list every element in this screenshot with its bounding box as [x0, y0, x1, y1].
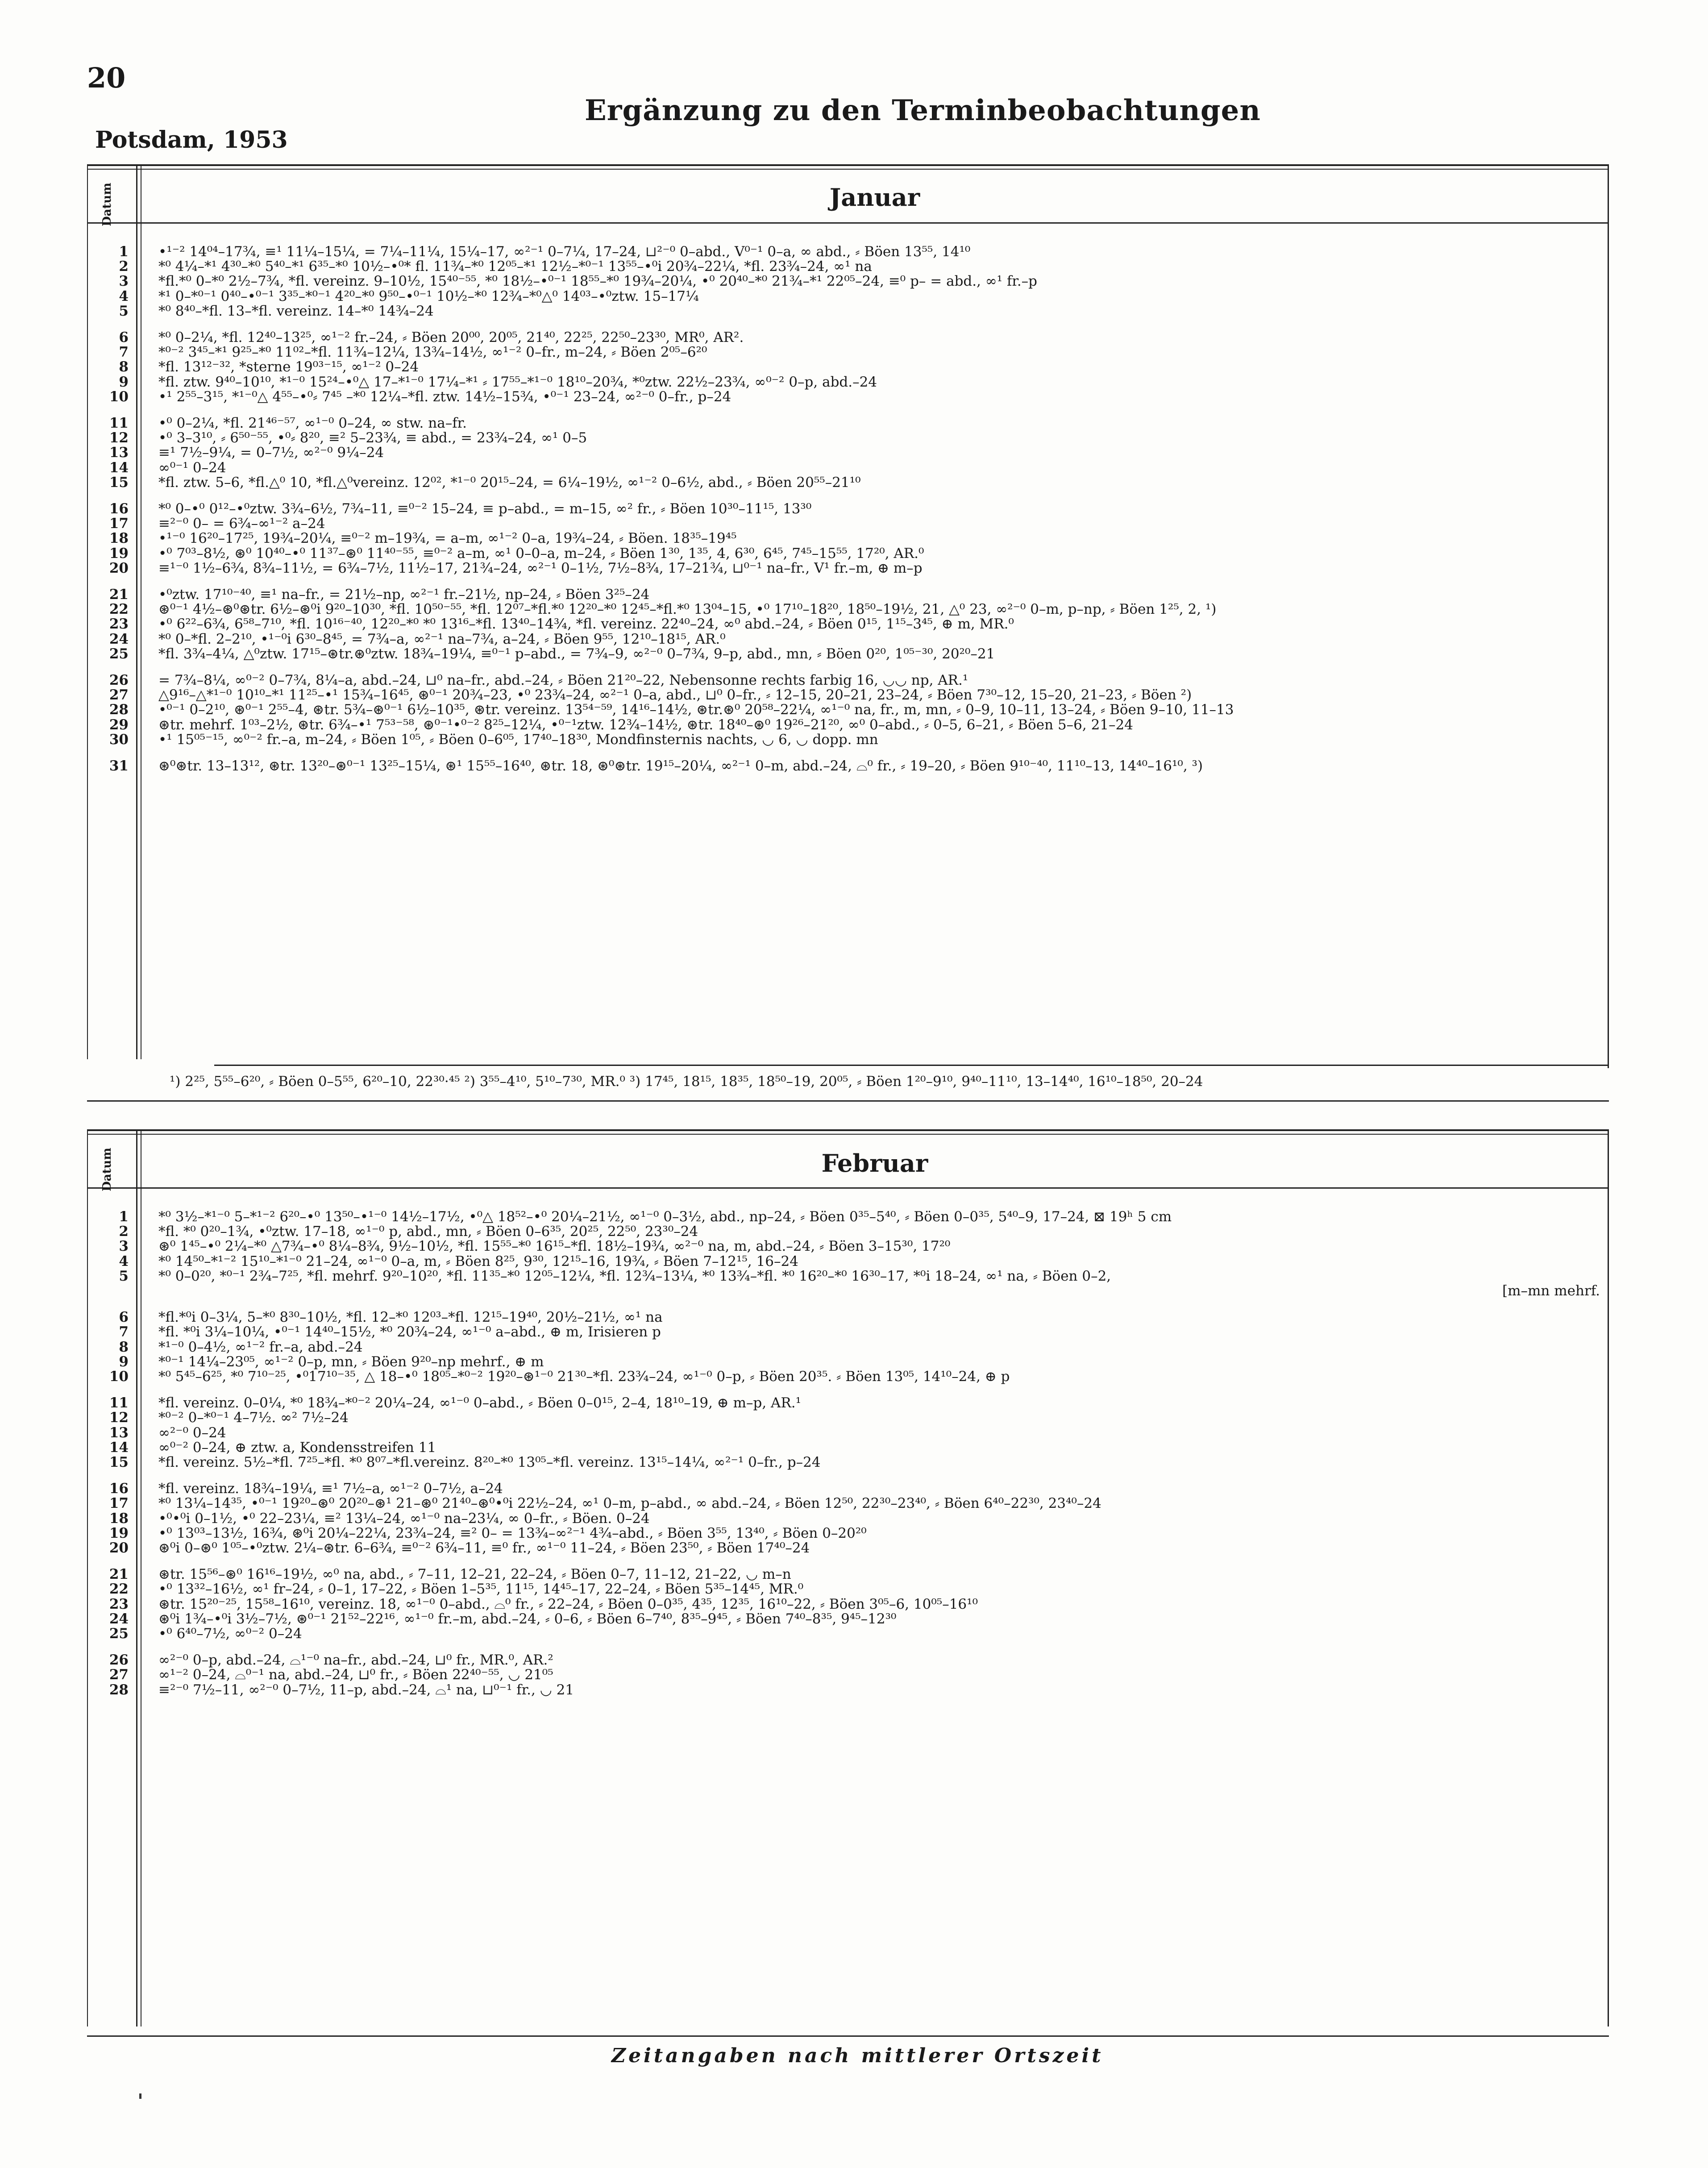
row-observations: ∞¹⁻² 0–24, ⌓⁰⁻¹ na, abd.–24, ⊔⁰ fr., ⸗ Böen 22⁴⁰⁻⁵⁵, ◡ 21⁰⁵ [158, 1668, 553, 1683]
row-observations: •⁰ 13⁰³–13½, 16¾, ⊛⁰i 20¼–22¼, 23¾–24, ≡² 0– = 13¾–∞²⁻¹ 4¾–abd., ⸗ Böen 3⁵⁵, 13⁴⁰, ⸗ Böen 0–20²⁰ [158, 1526, 867, 1541]
row-day: 17 [109, 1495, 129, 1512]
row-day: 25 [109, 1626, 129, 1642]
row-observations: ⊛⁰i 0–⊛⁰ 1⁰⁵–•⁰ztw. 2¼–⊛tr. 6–6¾, ≡⁰⁻² 6¾–11, ≡⁰ fr., ∞¹⁻⁰ 11–24, ⸗ Böen 23⁵⁰, ⸗ Böen 17⁴⁰–24 [158, 1541, 810, 1556]
table-row [87, 416, 1609, 431]
time-note: Zeitangaben nach mittlerer Ortszeit [611, 2044, 1104, 2067]
row-observations: ⊛tr. mehrf. 1⁰³–2½, ⊛tr. 6¾–•¹ 7⁵³⁻⁵⁸, ⊛⁰⁻¹•⁰⁻² 8²⁵–12¼, •⁰⁻¹ztw. 12¾–14½, ⊛tr. 18⁴⁰–⊛⁰ 19²⁶–21²⁰, ∞⁰ 0–abd., ⸗ 0–5, 6–21, ⸗ Böen 5–6, 21–24 [158, 717, 1134, 732]
table-row [87, 345, 1609, 360]
row-day: 11 [109, 1395, 129, 1411]
row-day: 27 [109, 687, 129, 703]
table-row [87, 1254, 1609, 1269]
row-day: 28 [109, 1681, 129, 1698]
row-day: 28 [109, 702, 129, 718]
row-observations: ⊛tr. 15⁵⁶–⊛⁰ 16¹⁶–19½, ∞⁰ na, abd., ⸗ 7–11, 12–21, 22–24, ⸗ Böen 0–7, 11–12, 21–22, ◡ m–n [158, 1567, 791, 1582]
table-row [87, 330, 1609, 345]
table-row [87, 1340, 1609, 1355]
row-observations: *⁰ 5⁴⁵–6²⁵, *⁰ 7¹⁰⁻²⁵, •⁰17¹⁰⁻³⁵, △ 18–•⁰ 18⁰⁵–*⁰⁻² 19²⁰–⊛¹⁻⁰ 21³⁰–*fl. 23¾–24, ∞¹⁻⁰ 0–p, ⸗ Böen 20³⁵. ⸗ Böen 13⁰⁵, 14¹⁰–24, ⊕ p [158, 1369, 1010, 1384]
row-observations: ⊛⁰⁻¹ 4½–⊛⁰⊛tr. 6½–⊛⁰i 9²⁰–10³⁰, *fl. 10⁵⁰⁻⁵⁵, *fl. 12⁰⁷–*fl.*⁰ 12²⁰–*⁰ 12⁴⁵–*fl.*⁰ 13⁰⁴–15, •⁰ 17¹⁰–18²⁰, 18⁵⁰–19½, 21, △⁰ 23, ∞²⁻⁰ 0–m, p–np, ⸗ Böen 1²⁵, 2, ¹) [158, 602, 1217, 617]
row-day: 16 [109, 1481, 129, 1497]
row-observations: *fl. *⁰ 0²⁰–1¾, •⁰ztw. 17–18, ∞¹⁻⁰ p, abd., mn, ⸗ Böen 0–6³⁵, 20²⁵, 22⁵⁰, 23³⁰–24 [158, 1224, 698, 1240]
table-row [87, 703, 1609, 717]
row-observations: *fl. vereinz. 5½–*fl. 7²⁵–*fl. *⁰ 8⁰⁷–*fl.vereinz. 8²⁰–*⁰ 13⁰⁵–*fl. vereinz. 13¹⁵–14¼, ∞²⁻¹ 0–fr., p–24 [158, 1455, 821, 1470]
row-day: 16 [109, 501, 129, 517]
row-day: 7 [119, 1324, 129, 1340]
row-observations: ≡²⁻⁰ 0– = 6¾–∞¹⁻² a–24 [158, 516, 325, 532]
row-observations: = 7¾–8¼, ∞⁰⁻² 0–7¾, 8¼–a, abd.–24, ⊔⁰ na–fr., abd.–24, ⸗ Böen 21²⁰–22, Nebensonne rechts farbig 16, ◡◡ np, AR.¹ [158, 673, 968, 688]
page-title: Ergänzung zu den Terminbeobachtungen [585, 94, 1261, 127]
row-day: 8 [119, 359, 129, 375]
table-row [87, 516, 1609, 531]
row-observations: *¹⁻⁰ 0–4½, ∞¹⁻² fr.–a, abd.–24 [158, 1340, 363, 1355]
february-table [87, 1129, 1609, 2027]
table-row [87, 531, 1609, 546]
row-observations: ≡¹⁻⁰ 1½–6¾, 8¾–11½, = 6¾–7½, 11½–17, 21¾–24, ∞²⁻¹ 0–1½, 7½–8¾, 17–21¾, ⊔⁰⁻¹ na–fr., V¹ fr.–m, ⊕ m–p [158, 561, 923, 576]
row-day: 12 [109, 1410, 129, 1426]
table-row [87, 461, 1609, 475]
row-observations: •⁰ztw. 17¹⁰⁻⁴⁰, ≡¹ na–fr., = 21½–np, ∞²⁻¹ fr.–21½, np–24, ⸗ Böen 3²⁵–24 [158, 587, 650, 602]
table-row [87, 1239, 1609, 1254]
row-observations: •⁰•⁰i 0–1½, •⁰ 22–23¼, ≡² 13¼–24, ∞¹⁻⁰ na–23¼, ∞ 0–fr., ⸗ Böen. 0–24 [158, 1511, 650, 1526]
row-observations: •¹⁻⁰ 16²⁰–17²⁵, 19¾–20¼, ≡⁰⁻² m–19¾, = a–m, ∞¹⁻² 0–a, 19¾–24, ⸗ Böen. 18³⁵–19⁴⁵ [158, 531, 737, 546]
row-day: 26 [109, 672, 129, 688]
row-day: 19 [109, 545, 129, 562]
row-day: 3 [119, 1238, 129, 1255]
table-row [87, 1526, 1609, 1541]
table-row [87, 1411, 1609, 1425]
table-row [87, 375, 1609, 390]
row-day: 14 [109, 1439, 129, 1456]
january-footnotes: ¹) 2²⁵, 5⁵⁵–6²⁰, ⸗ Böen 0–5⁵⁵, 6²⁰–10, 22³⁰·⁴⁵ ²) 3⁵⁵–4¹⁰, 5¹⁰–7³⁰, MR.⁰ ³) 17⁴⁵, 18¹⁵, 18³⁵, 18⁵⁰–19, 20⁰⁵, ⸗ Böen 1²⁰–9¹⁰, 9⁴⁰–11¹⁰, 13–14⁴⁰, 16¹⁰–18⁵⁰, 20–24 [170, 1074, 1203, 1090]
table-row [87, 1653, 1609, 1668]
row-day: 24 [109, 631, 129, 647]
row-day: 4 [119, 288, 129, 304]
row-observations: *fl. ztw. 9⁴⁰–10¹⁰, *¹⁻⁰ 15²⁴–•⁰△ 17–*¹⁻⁰ 17¼–*¹ ⸗ 17⁵⁵–*¹⁻⁰ 18¹⁰–20¾, *⁰ztw. 22½–23¾, ∞⁰⁻² 0–p, abd.–24 [158, 375, 877, 390]
table-row [87, 360, 1609, 375]
row-observations: ∞²⁻⁰ 0–p, abd.–24, ⌓¹⁻⁰ na–fr., abd.–24, ⊔⁰ fr., MR.⁰, AR.² [158, 1653, 553, 1668]
row-observations: •⁰ 7⁰³–8½, ⊛⁰ 10⁴⁰–•⁰ 11³⁷–⊛⁰ 11⁴⁰⁻⁵⁵, ≡⁰⁻² a–m, ∞¹ 0–0–a, m–24, ⸗ Böen 1³⁰, 1³⁵, 4, 6³⁰, 6⁴⁵, 7⁴⁵–15⁵⁵, 17²⁰, AR.⁰ [158, 546, 924, 561]
table-row [87, 1455, 1609, 1470]
row-day: 26 [109, 1652, 129, 1669]
row-observations: *⁰ 0–•⁰ 0¹²–•⁰ztw. 3¾–6½, 7¾–11, ≡⁰⁻² 15–24, ≡ p–abd., = m–15, ∞² fr., ⸗ Böen 10³⁰–11¹⁵, 13³⁰ [158, 502, 812, 516]
table-row [87, 1481, 1609, 1496]
row-observations: ⊛⁰ 1⁴⁵–•⁰ 2¼–*⁰ △7¾–•⁰ 8¼–8¾, 9½–10½, *fl. 15⁵⁵–*⁰ 16¹⁵–*fl. 18½–19¾, ∞²⁻⁰ na, m, abd.–24, ⸗ Böen 3–15³⁰, 17²⁰ [158, 1239, 951, 1254]
row-day: 21 [109, 587, 129, 603]
row-observations: ≡¹ 7½–9¼, = 0–7½, ∞²⁻⁰ 9¼–24 [158, 445, 384, 461]
row-observations: ≡²⁻⁰ 7½–11, ∞²⁻⁰ 0–7½, 11–p, abd.–24, ⌓¹ na, ⊔⁰⁻¹ fr., ◡ 21 [158, 1682, 574, 1698]
row-observations: ∞²⁻⁰ 0–24 [158, 1425, 226, 1440]
row-day: 10 [109, 388, 129, 405]
row-day: 23 [109, 616, 129, 633]
row-observations: *⁰⁻² 3⁴⁵–*¹ 9²⁵–*⁰ 11⁰²–*fl. 11¾–12¼, 13¾–14½, ∞¹⁻² 0–fr., m–24, ⸗ Böen 2⁰⁵–6²⁰ [158, 345, 707, 360]
row-day: 13 [109, 1424, 129, 1441]
row-day: 10 [109, 1369, 129, 1385]
row-observations: *fl. ztw. 5–6, *fl.△⁰ 10, *fl.△⁰vereinz. 12⁰², *¹⁻⁰ 20¹⁵–24, = 6¼–19½, ∞¹⁻² 0–6½, abd., ⸗ Böen 20⁵⁵–21¹⁰ [158, 475, 861, 490]
row-day: 3 [119, 273, 129, 290]
table-row [87, 445, 1609, 460]
table-row [87, 759, 1609, 774]
row-observations: *fl. vereinz. 0–0¼, *⁰ 18¾–*⁰⁻² 20¼–24, ∞¹⁻⁰ 0–abd., ⸗ Böen 0–0¹⁵, 2–4, 18¹⁰–19, ⊕ m–p, AR.¹ [158, 1396, 802, 1411]
row-day: 9 [119, 374, 129, 390]
table-row [87, 289, 1609, 304]
row-observations: •¹ 15⁰⁵⁻¹⁵, ∞⁰⁻² fr.–a, m–24, ⸗ Böen 1⁰⁵, ⸗ Böen 0–6⁰⁵, 17⁴⁰–18³⁰, Mondfinsternis nachts, ◡ 6, ◡ dopp. mn [158, 732, 878, 747]
row-day: 14 [109, 459, 129, 476]
table-row [87, 1224, 1609, 1239]
row-observations: *⁰ 0–2¼, *fl. 12⁴⁰–13²⁵, ∞¹⁻² fr.–24, ⸗ Böen 20⁰⁰, 20⁰⁵, 21⁴⁰, 22²⁵, 22⁵⁰–23³⁰, MR⁰, AR². [158, 330, 744, 345]
table-row [87, 561, 1609, 576]
table-row [87, 1440, 1609, 1455]
row-observations: *fl. *⁰i 3¼–10¼, •⁰⁻¹ 14⁴⁰–15½, *⁰ 20¾–24, ∞¹⁻⁰ a–abd., ⊕ m, Irisieren p [158, 1325, 661, 1340]
row-observations: *⁰ 13¼–14³⁵, •⁰⁻¹ 19²⁰–⊛⁰ 20²⁰–⊛¹ 21–⊛⁰ 21⁴⁰–⊛⁰•⁰i 22½–24, ∞¹ 0–m, p–abd., ∞ abd.–24, ⸗ Böen 12⁵⁰, 22³⁰–23⁴⁰, ⸗ Böen 6⁴⁰–22³⁰, 23⁴⁰–24 [158, 1496, 1101, 1511]
row-day: 12 [109, 430, 129, 446]
table-row [87, 718, 1609, 732]
row-observations: *⁰ 8⁴⁰–*fl. 13–*fl. vereinz. 14–*⁰ 14¾–24 [158, 304, 434, 319]
row-day: 15 [109, 474, 129, 491]
row-day: 1 [119, 1209, 129, 1225]
row-day: 2 [119, 258, 129, 275]
row-observations: *⁰ 3½–*¹⁻⁰ 5–*¹⁻² 6²⁰–•⁰ 13⁵⁰–•¹⁻⁰ 14½–17½, •⁰△ 18⁵²–•⁰ 20¼–21½, ∞¹⁻⁰ 0–3½, abd., np–24, ⸗ Böen 0³⁵–5⁴⁰, ⸗ Böen 0–0³⁵, 5⁴⁰–9, 17–24, ⊠ 19ʰ 5 cm [158, 1210, 1172, 1224]
row-observations: *⁰ 4¼–*¹ 4³⁰–*⁰ 5⁴⁰–*¹ 6³⁵–*⁰ 10½–•⁰* fl. 11¾–*⁰ 12⁰⁵–*¹ 12½–*⁰⁻¹ 13⁵⁵–•⁰i 20¾–22¼, *fl. 23¾–24, ∞¹ na [158, 259, 872, 275]
table-row [87, 1426, 1609, 1440]
month-title-februar: Februar [821, 1149, 928, 1178]
row-day: 9 [119, 1353, 129, 1370]
table-row [87, 546, 1609, 561]
table-row [87, 1683, 1609, 1698]
row-day: 29 [109, 716, 129, 733]
row-observations: ⊛⁰⊛tr. 13–13¹², ⊛tr. 13²⁰–⊛⁰⁻¹ 13²⁵–15¼, ⊛¹ 15⁵⁵–16⁴⁰, ⊛tr. 18, ⊛⁰⊛tr. 19¹⁵–20¼, ∞²⁻¹ 0–m, abd.–24, ⌓⁰ fr., ⸗ 19–20, ⸗ Böen 9¹⁰⁻⁴⁰, 11¹⁰–13, 14⁴⁰–16¹⁰, ³) [158, 759, 1203, 774]
row-day: 5 [119, 303, 129, 319]
datum-column-header: Datum [100, 1148, 114, 1191]
row-observations: •¹⁻² 14⁰⁴–17¾, ≡¹ 11¼–15¼, = 7¼–11¼, 15¼–17, ∞²⁻¹ 0–7¼, 17–24, ⊔²⁻⁰ 0–abd., V⁰⁻¹ 0–a, ∞ abd., ⸗ Böen 13⁵⁵, 14¹⁰ [158, 245, 971, 259]
table-row [87, 1310, 1609, 1325]
table-row [87, 1325, 1609, 1340]
row-day: 30 [109, 731, 129, 748]
row-observations: ⊛tr. 15²⁰⁻²⁵, 15⁵⁸–16¹⁰, vereinz. 18, ∞¹⁻⁰ 0–abd., ⌓⁰ fr., ⸗ 22–24, ⸗ Böen 0–0³⁵, 4³⁵, 12³⁵, 16¹⁰–22, ⸗ Böen 3⁰⁵–6, 10⁰⁵–16¹⁰ [158, 1597, 978, 1612]
row-observations: *fl. vereinz. 18¾–19¼, ≡¹ 7½–a, ∞¹⁻² 0–7½, a–24 [158, 1481, 503, 1497]
row-day: 15 [109, 1454, 129, 1470]
table-row [87, 688, 1609, 703]
row-observations: *⁰⁻¹ 14¼–23⁰⁵, ∞¹⁻² 0–p, mn, ⸗ Böen 9²⁰–np mehrf., ⊕ m [158, 1354, 544, 1369]
table-row [87, 1284, 1609, 1298]
row-day: 18 [109, 530, 129, 547]
row-day: 8 [119, 1339, 129, 1355]
table-row [87, 1210, 1609, 1224]
table-row [87, 1567, 1609, 1582]
table-row [87, 647, 1609, 662]
row-observations: [m–mn mehrf. [1502, 1284, 1600, 1298]
station-label: Potsdam, 1953 [95, 126, 288, 154]
row-day: 31 [109, 758, 129, 774]
row-observations: •¹ 2⁵⁵–3¹⁵, *¹⁻⁰△ 4⁵⁵–•⁰⸗ 7⁴⁵ –*⁰ 12¼–*fl. ztw. 14½–15¾, •⁰⁻¹ 23–24, ∞²⁻⁰ 0–fr., p–24 [158, 389, 731, 404]
month-title-januar: Januar [829, 183, 920, 212]
table-row [87, 602, 1609, 617]
row-day: 6 [119, 329, 129, 345]
table-row [87, 587, 1609, 602]
table-row [87, 1369, 1609, 1384]
row-day: 24 [109, 1610, 129, 1627]
row-day: 13 [109, 445, 129, 461]
table-row [87, 431, 1609, 445]
row-observations: •⁰ 0–2¼, *fl. 21⁴⁶⁻⁵⁷, ∞¹⁻⁰ 0–24, ∞ stw. na–fr. [158, 416, 467, 431]
row-observations: •⁰ 6⁴⁰–7½, ∞⁰⁻² 0–24 [158, 1627, 302, 1641]
table-row [87, 1597, 1609, 1612]
row-observations: ⊛⁰i 1¾–•⁰i 3½–7½, ⊛⁰⁻¹ 21⁵²–22¹⁶, ∞¹⁻⁰ fr.–m, abd.–24, ⸗ 0–6, ⸗ Böen 6–7⁴⁰, 8³⁵–9⁴⁵, ⸗ Böen 7⁴⁰–8³⁵, 9⁴⁵–12³⁰ [158, 1611, 897, 1627]
table-row [87, 502, 1609, 516]
table-row [87, 1612, 1609, 1627]
row-day: 20 [109, 560, 129, 576]
table-row [87, 304, 1609, 319]
row-day: 6 [119, 1309, 129, 1326]
table-row [87, 1582, 1609, 1597]
datum-column-header: Datum [100, 183, 114, 226]
table-row [87, 1269, 1609, 1284]
row-observations: *⁰⁻² 0–*⁰⁻¹ 4–7½. ∞² 7½–24 [158, 1411, 349, 1426]
row-day: 2 [119, 1223, 129, 1240]
row-day: 11 [109, 415, 129, 431]
table-row [87, 475, 1609, 490]
row-day: 5 [119, 1268, 129, 1284]
table-row [87, 1355, 1609, 1369]
table-row [87, 1627, 1609, 1641]
row-day: 25 [109, 645, 129, 662]
row-observations: *⁰ 0–*fl. 2–2¹⁰, •¹⁻⁰i 6³⁰–8⁴⁵, = 7¾–a, ∞²⁻¹ na–7¾, a–24, ⸗ Böen 9⁵⁵, 12¹⁰–18¹⁵, AR.⁰ [158, 632, 726, 647]
row-observations: •⁰ 3–3¹⁰, ⸗ 6⁵⁰⁻⁵⁵, •⁰⸗ 8²⁰, ≡² 5–23¾, ≡ abd., = 23¾–24, ∞¹ 0–5 [158, 431, 587, 446]
row-observations: *⁰ 14⁵⁰–*¹⁻² 15¹⁰–*¹⁻⁰ 21–24, ∞¹⁻⁰ 0–a, m, ⸗ Böen 8²⁵, 9³⁰, 12¹⁵–16, 19¾, ⸗ Böen 7–12¹⁵, 16–24 [158, 1254, 798, 1269]
row-day: 7 [119, 344, 129, 361]
table-row [87, 632, 1609, 647]
row-observations: *¹ 0–*⁰⁻¹ 0⁴⁰–•⁰⁻¹ 3³⁵–*⁰⁻¹ 4²⁰–*⁰ 9⁵⁰–•⁰⁻¹ 10½–*⁰ 12¾–*⁰△⁰ 14⁰³–•⁰ztw. 15–17¼ [158, 289, 699, 304]
table-row [87, 673, 1609, 688]
row-day: 4 [119, 1253, 129, 1269]
table-row [87, 390, 1609, 404]
table-row [87, 732, 1609, 747]
row-observations: *⁰ 0–0²⁰, *⁰⁻¹ 2¾–7²⁵, *fl. mehrf. 9²⁰–10²⁰, *fl. 11³⁵–*⁰ 12⁰⁵–12¼, *fl. 12¾–13¼, *⁰ 13¾–*fl. *⁰ 16²⁰–*⁰ 16³⁰–17, *⁰i 18–24, ∞¹ na, ⸗ Böen 0–2, [158, 1269, 1111, 1284]
page-number: 20 [87, 62, 126, 94]
table-row [87, 259, 1609, 274]
row-observations: *fl. 3¾–4¼, △⁰ztw. 17¹⁵–⊛tr.⊛⁰ztw. 18¾–19¼, ≡⁰⁻¹ p–abd., = 7¾–9, ∞²⁻⁰ 0–7¾, 9–p, abd., mn, ⸗ Böen 0²⁰, 1⁰⁵⁻³⁰, 20²⁰–21 [158, 646, 995, 662]
row-day: 22 [109, 601, 129, 618]
table-row [87, 617, 1609, 632]
row-day: 19 [109, 1525, 129, 1541]
table-row [87, 274, 1609, 289]
row-day: 23 [109, 1596, 129, 1612]
row-day: 1 [119, 244, 129, 260]
row-observations: △9¹⁶–△*¹⁻⁰ 10¹⁰–*¹ 11²⁵–•¹ 15¾–16⁴⁵, ⊛⁰⁻¹ 20¾–23, •⁰ 23¾–24, ∞²⁻¹ 0–a, abd., ⊔⁰ 0–fr., ⸗ 12–15, 20–21, 23–24, ⸗ Böen 7³⁰–12, 15–20, 21–23, ⸗ Böen ²) [158, 688, 1192, 703]
row-observations: •⁰ 13³²–16½, ∞¹ fr–24, ⸗ 0–1, 17–22, ⸗ Böen 1–5³⁵, 11¹⁵, 14⁴⁵–17, 22–24, ⸗ Böen 5³⁵–14⁴⁵, MR.⁰ [158, 1582, 804, 1597]
row-observations: •⁰ 6²²–6¾, 6⁵⁸–7¹⁰, *fl. 10¹⁶⁻⁴⁰, 12²⁰–*⁰ *⁰ 13¹⁶–*fl. 13⁴⁰–14¾, *fl. vereinz. 22⁴⁰–24, ∞⁰ abd.–24, ⸗ Böen 0¹⁵, 1¹⁵–3⁴⁵, ⊕ m, MR.⁰ [158, 617, 1014, 632]
row-day: 22 [109, 1581, 129, 1598]
row-observations: *fl. 13¹²⁻³², *sterne 19⁰³⁻¹⁵, ∞¹⁻² 0–24 [158, 360, 419, 375]
january-table [87, 164, 1609, 1059]
row-observations: *fl.*⁰i 0–3¼, 5–*⁰ 8³⁰–10½, *fl. 12–*⁰ 12⁰³–*fl. 12¹⁵–19⁴⁰, 20½–21½, ∞¹ na [158, 1310, 663, 1325]
row-observations: ∞⁰⁻² 0–24, ⊕ ztw. a, Kondensstreifen 11 [158, 1440, 436, 1455]
table-row [87, 1396, 1609, 1411]
row-day: 21 [109, 1566, 129, 1583]
row-day: 17 [109, 516, 129, 532]
table-row [87, 1541, 1609, 1556]
row-day: 18 [109, 1510, 129, 1527]
table-row [87, 1496, 1609, 1511]
row-observations: •⁰⁻¹ 0–2¹⁰, ⊛⁰⁻¹ 2⁵⁵–4, ⊛tr. 5¾–⊛⁰⁻¹ 6½–10³⁵, ⊛tr. vereinz. 13⁵⁴⁻⁵⁹, 14¹⁶–14½, ⊛tr.⊛⁰ 20⁵⁸–22¼, ∞¹⁻⁰ na, fr., m, mn, ⸗ 0–9, 10–11, 13–24, ⸗ Böen 9–10, 11–13 [158, 703, 1234, 718]
table-row [87, 245, 1609, 259]
table-row [87, 1511, 1609, 1526]
row-observations: ∞⁰⁻¹ 0–24 [158, 460, 226, 475]
row-day: 20 [109, 1540, 129, 1556]
row-observations: *fl.*⁰ 0–*⁰ 2½–7¾, *fl. vereinz. 9–10½, 15⁴⁰⁻⁵⁵, *⁰ 18½–•⁰⁻¹ 18⁵⁵–*⁰ 19¾–20¼, •⁰ 20⁴⁰–*⁰ 21¾–*¹ 22⁰⁵–24, ≡⁰ p– = abd., ∞¹ fr.–p [158, 274, 1038, 289]
table-row [87, 1668, 1609, 1682]
row-day: 27 [109, 1667, 129, 1683]
